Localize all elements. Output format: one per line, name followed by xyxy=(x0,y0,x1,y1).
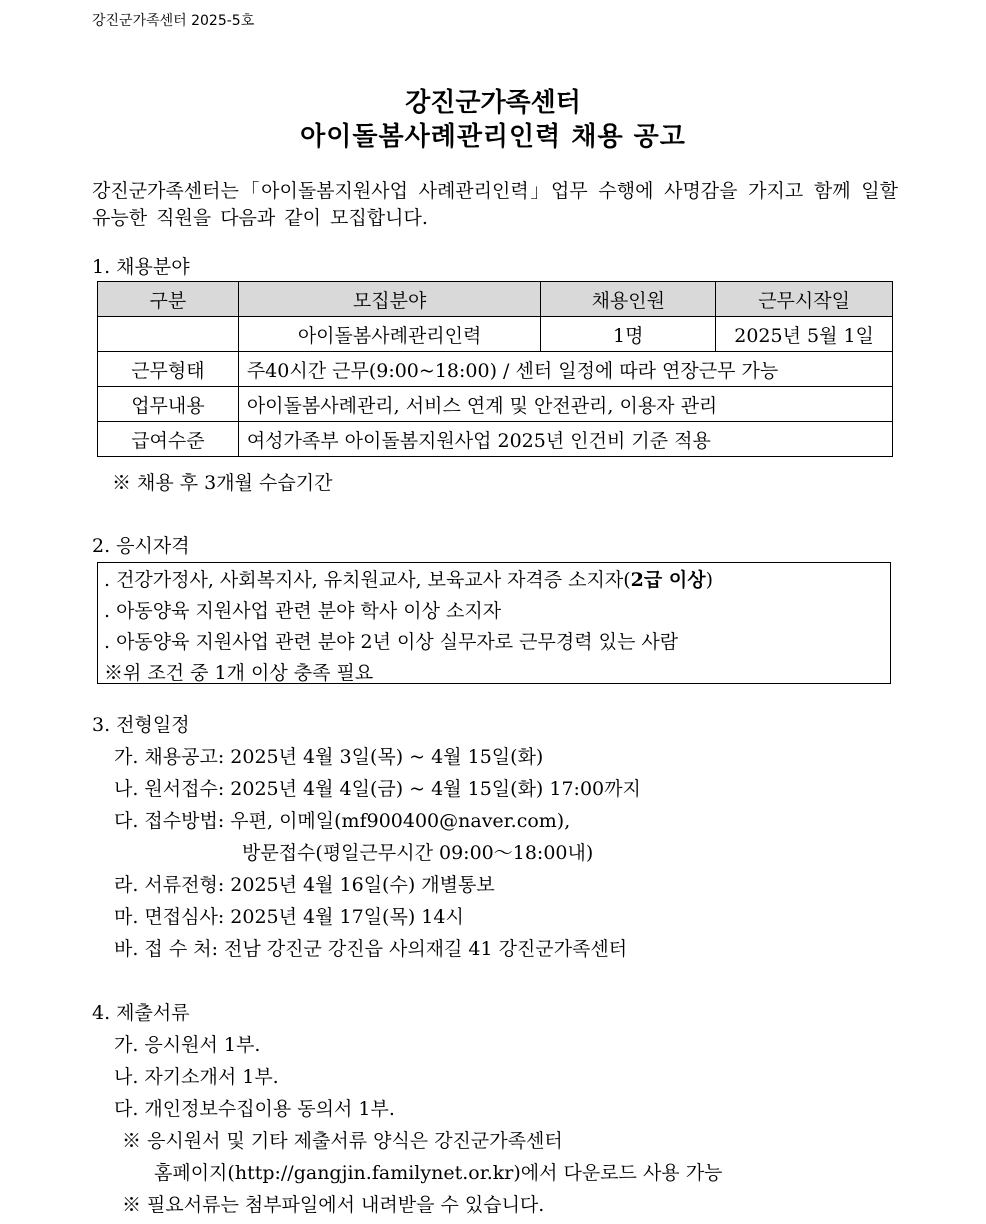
schedule-item: 가. 채용공고: 2025년 4월 3일(목) ~ 4월 15일(화) xyxy=(114,746,544,768)
document-item: 다. 개인정보수집이용 동의서 1부. xyxy=(114,1098,395,1120)
header-count: 채용인원 xyxy=(541,282,716,317)
title-announcement: 아이돌봄사례관리인력 채용 공고 xyxy=(300,122,686,152)
intro-paragraph: 강진군가족센터는「아이돌봄지원사업 사례관리인력」업무 수행에 사명감을 가지고 함께 일할 유능한 직원을 다음과 같이 모집합니다. xyxy=(92,180,898,229)
header-field: 모집분야 xyxy=(238,282,541,317)
cell-label: 급여수준 xyxy=(98,422,239,457)
cell-field: 아이돌봄사례관리인력 xyxy=(238,317,541,352)
document-number: 강진군가족센터 2025-5호 xyxy=(92,13,255,29)
table-row xyxy=(98,352,893,387)
schedule-item: 마. 면접심사: 2025년 4월 17일(목) 14시 xyxy=(114,906,464,928)
cell-category xyxy=(98,317,239,352)
cell-label: 업무내용 xyxy=(98,387,239,422)
section2-heading: 2. 응시자격 xyxy=(92,535,190,557)
qualification-item: . 아동양육 지원사업 관련 분야 2년 이상 실무자로 근무경력 있는 사람 xyxy=(104,631,679,653)
document-note: ※ 응시원서 및 기타 제출서류 양식은 강진군가족센터 xyxy=(122,1130,563,1152)
schedule-item-continued: 방문접수(평일근무시간 09:00～18:00내) xyxy=(242,842,594,864)
qualification-text: . 건강가정사, 사회복지사, 유치원교사, 보육교사 자격증 소지자( xyxy=(104,569,631,591)
section3-heading: 3. 전형일정 xyxy=(92,714,190,736)
table-header-row xyxy=(98,282,893,317)
cell-value: 아이돌봄사례관리, 서비스 연계 및 안전관리, 이용자 관리 xyxy=(238,387,892,422)
document-item: 가. 응시원서 1부. xyxy=(114,1034,261,1056)
cell-start-date: 2025년 5월 1일 xyxy=(716,317,893,352)
qualification-item: . 아동양육 지원사업 관련 분야 학사 이상 소지자 xyxy=(104,600,502,622)
header-category: 구분 xyxy=(98,282,239,317)
recruitment-table xyxy=(97,281,893,457)
cell-value: 주40시간 근무(9:00~18:00) / 센터 일정에 따라 연장근무 가능 xyxy=(238,352,892,387)
header-start-date: 근무시작일 xyxy=(716,282,893,317)
homepage-link-note: 홈페이지(http://gangjin.familynet.or.kr)에서 다운로드 사용 가능 xyxy=(154,1162,723,1184)
qualification-box xyxy=(97,562,891,684)
qualification-item xyxy=(104,565,713,592)
cell-value: 여성가족부 아이돌봄지원사업 2025년 인건비 기준 적용 xyxy=(238,422,892,457)
schedule-item: 다. 접수방법: 우편, 이메일(mf900400@naver.com), xyxy=(114,810,571,832)
section1-heading: 1. 채용분야 xyxy=(92,256,190,278)
cell-label: 근무형태 xyxy=(98,352,239,387)
table-row xyxy=(98,422,893,457)
qualification-grade: 2급 이상 xyxy=(630,569,706,591)
probation-note: ※ 채용 후 3개월 수습기간 xyxy=(112,472,333,494)
table-row xyxy=(98,317,893,352)
title-organization: 강진군가족센터 xyxy=(405,88,581,118)
qualification-close: ) xyxy=(705,569,713,591)
section4-heading: 4. 제출서류 xyxy=(92,1002,190,1024)
schedule-item: 나. 원서접수: 2025년 4월 4일(금) ~ 4월 15일(화) 17:00까지 xyxy=(114,778,641,800)
table-row xyxy=(98,387,893,422)
qualification-note: ※위 조건 중 1개 이상 충족 필요 xyxy=(104,662,374,684)
cell-count: 1명 xyxy=(541,317,716,352)
document-item: 나. 자기소개서 1부. xyxy=(114,1066,279,1088)
schedule-item: 바. 접 수 처: 전남 강진군 강진읍 사의재길 41 강진군가족센터 xyxy=(114,938,628,960)
attachment-note: ※ 필요서류는 첨부파일에서 내려받을 수 있습니다. xyxy=(122,1194,545,1216)
schedule-item: 라. 서류전형: 2025년 4월 16일(수) 개별통보 xyxy=(114,874,495,896)
